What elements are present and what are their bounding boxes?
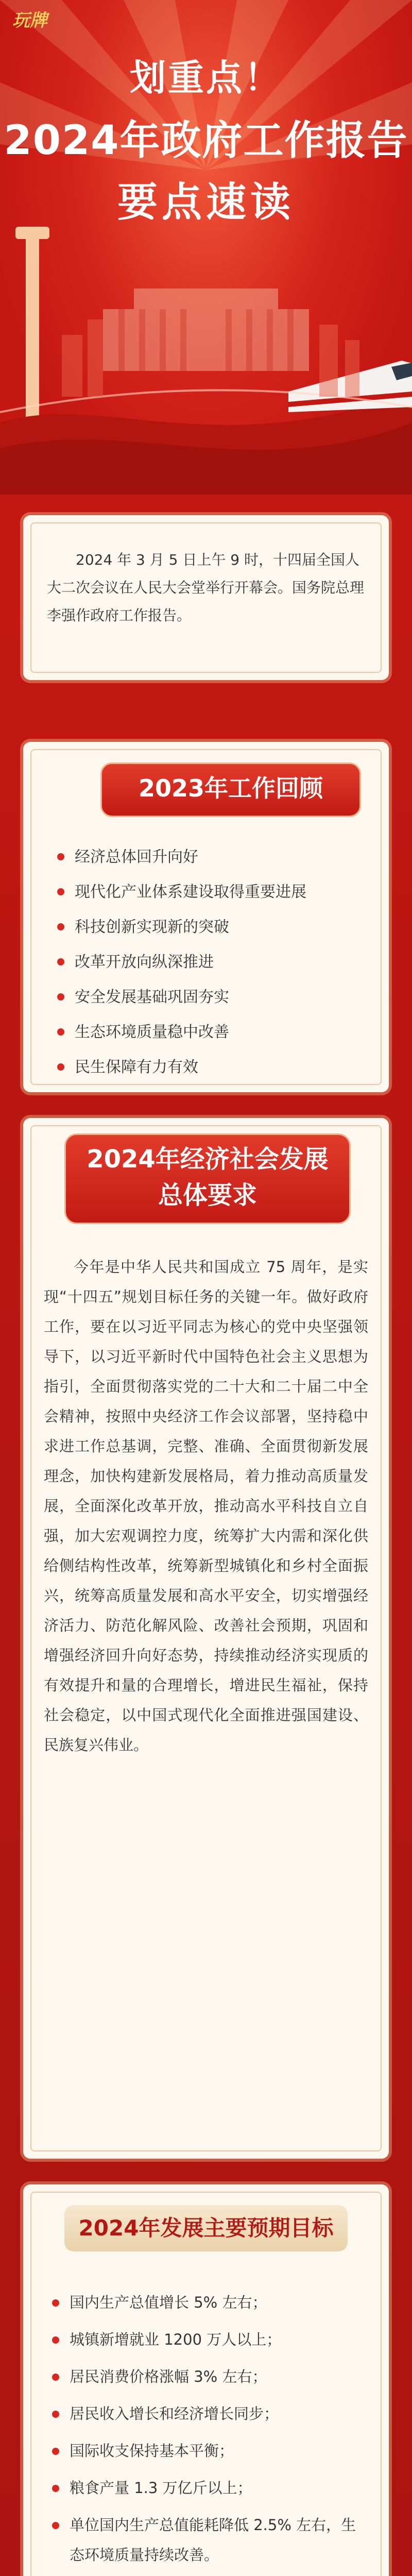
list-item: 科技创新实现新的突破 — [54, 910, 368, 945]
review-title-badge — [100, 762, 361, 817]
list-item: 单位国内生产总值能耗降低 2.5% 左右，生态环境质量持续改善。 — [49, 2510, 368, 2570]
headline-line3: 要点速读 — [117, 179, 295, 226]
list-item: 经济总体回升向好 — [54, 840, 368, 875]
brand-logo: 玩牌 — [12, 10, 47, 31]
list-item: 安全发展基础巩固夯实 — [54, 980, 368, 1015]
list-item: 居民消费价格涨幅 3% 左右； — [49, 2362, 368, 2392]
targets-title: 2024年发展主要预期目标 — [64, 2205, 348, 2251]
list-item: 改革开放向纵深推进 — [54, 945, 368, 980]
list-item: 民生保障有力有效 — [54, 1050, 368, 1085]
list-item: 粮食产量 1.3 万亿斤以上； — [49, 2473, 368, 2503]
targets-list — [49, 2287, 368, 2576]
review-list — [54, 840, 368, 1085]
requirements-title-line1: 2024年经济社会发展 — [87, 1145, 329, 1174]
requirements-title — [66, 1141, 349, 1213]
list-item: 城镇新增就业 1200 万人以上； — [49, 2325, 368, 2354]
intro-card — [23, 515, 389, 680]
list-item: 国内生产总值增长 5% 左右； — [49, 2287, 368, 2317]
review-card — [23, 742, 389, 1092]
list-item: 现代化产业体系建设取得重要进展 — [54, 875, 368, 910]
header-banner — [0, 0, 412, 495]
requirements-title-line2: 总体要求 — [158, 1181, 257, 1210]
headline-line2: 2024年政府工作报告 — [4, 117, 408, 164]
requirements-card — [23, 1118, 389, 2159]
list-item: 国际收支保持基本平衡； — [49, 2436, 368, 2466]
list-item: 生态环境质量稳中改善 — [54, 1015, 368, 1050]
targets-card — [23, 2184, 389, 2576]
list-item: 居民收入增长和经济增长同步； — [49, 2399, 368, 2429]
review-title: 2023年工作回顾 — [138, 774, 323, 802]
intro-text: 2024 年 3 月 5 日上午 9 时，十四届全国人大二次会议在人民大会堂举行开幕会。国务院总理李强作政府工作报告。 — [47, 551, 365, 624]
requirements-text: 今年是中华人民共和国成立 75 周年，是实现“十四五”规划目标任务的关键一年。做好政府工作，要在以习近平同志为核心的党中央坚强领导下，以习近平新时代中国特色社会主义思想为指引，全面贯彻落实党的二十大和二十届二中全会精神，按照中央经济工作会议部署，坚持稳中求进工作总基调，完整、准确、全面贯彻新发展理念，加快构建新发展格局，着力推动高质量发展，全面深化改革开放，推动高水平科技自立自强，加大宏观调控力度，统筹扩大内需和深化供给侧结构性改革，统筹新型城镇化和乡村全面振兴，统筹高质量发展和高水平安全，切实增强经济活力、防范化解风险、改善社会预期，巩固和增强经济回升向好态势，持续推动经济实现质的有效提升和量的合理增长，增进民生福祉，保持社会稳定，以中国式现代化全面推进强国建设、民族复兴伟业。 — [44, 1258, 368, 1754]
headline-line1: 划重点！ — [130, 57, 282, 99]
requirements-title-badge — [64, 1133, 351, 1224]
